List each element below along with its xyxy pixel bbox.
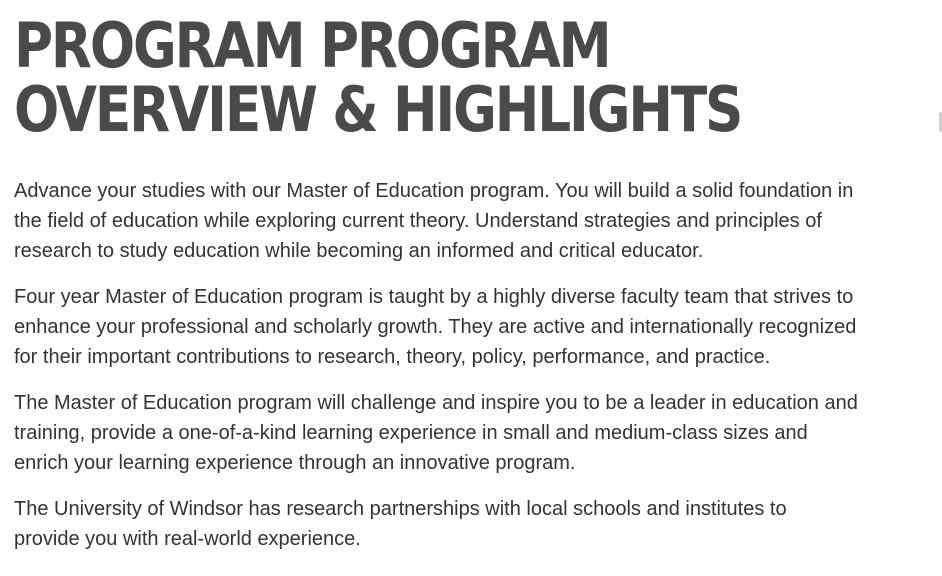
overview-body [14, 176, 934, 570]
paragraph-intro: Advance your studies with our Master of Education program. You will build a solid foundation in the field of education while exploring current theory. Understand strategies and principles of research to study education while becoming an informed and critical educator. [14, 180, 854, 262]
page-title-line-1: PROGRAM PROGRAM [14, 9, 610, 82]
page-title-line-2: OVERVIEW & HIGHLIGHTS [14, 73, 742, 146]
paragraph-faculty: Four year Master of Education program is taught by a highly diverse faculty team that strives to enhance your professional and scholarly growth. They are active and internationally recognized for their important contributions to research, theory, policy, performance, and practice. [14, 286, 857, 368]
program-overview-section [14, 9, 934, 550]
page-title [14, 9, 805, 146]
paragraph-partnerships: The University of Windsor has research partnerships with local schools and institutes to provide you with real-world experience. [14, 498, 787, 550]
paragraph-leadership: The Master of Education program will challenge and inspire you to be a leader in education and training, provide a one-of-a-kind learning experience in small and medium-class sizes and enrich your learning experience through an innovative program. [14, 392, 858, 474]
